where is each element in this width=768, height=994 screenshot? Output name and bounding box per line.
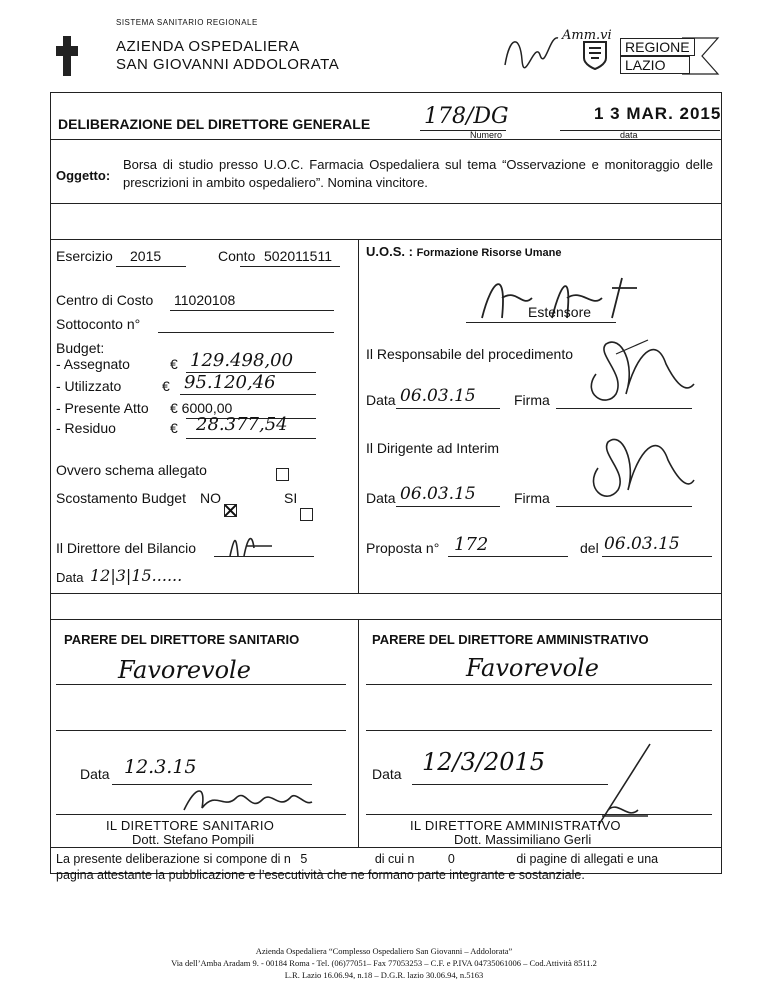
amm-opinion-line2 — [366, 730, 712, 731]
amm-signature-line — [366, 814, 712, 815]
residuo-value: 28.377,54 — [196, 414, 288, 435]
region-arrow-icon — [680, 36, 720, 76]
scostamento-label: Scostamento Budget — [56, 490, 186, 506]
residuo-underline — [186, 438, 316, 439]
deliberation-number: 178/DG — [424, 104, 509, 129]
parere-sanitario-title: PARERE DEL DIRETTORE SANITARIO — [64, 632, 300, 647]
amm-opinion-line1 — [366, 684, 712, 685]
hospital-cross-logo — [56, 36, 78, 76]
composition-attachments: 0 — [447, 852, 455, 866]
utilizzato-euro: € — [162, 378, 170, 394]
sanitario-name: Dott. Stefano Pompili — [132, 832, 255, 847]
budget-label: Budget: — [56, 340, 105, 356]
date-label: data — [620, 130, 638, 140]
resp-firma-label: Firma — [514, 392, 550, 408]
composition-text2: di cui n — [374, 852, 415, 866]
stamp-signature — [500, 30, 560, 70]
responsabile-label: Il Responsabile del procedimento — [366, 346, 574, 362]
uos-row — [366, 244, 561, 259]
si-checkbox[interactable] — [300, 508, 313, 521]
protocol-stamp: Amm.vi — [562, 28, 612, 43]
proposta-line — [448, 556, 568, 557]
proposta-value: 172 — [454, 534, 489, 555]
amministrativo-opinion: Favorevole — [466, 654, 599, 682]
residuo-label: - Residuo — [56, 420, 116, 436]
san-data-value: 12.3.15 — [124, 756, 197, 778]
utilizzato-value: 95.120,46 — [184, 372, 276, 393]
oggetto-label: Oggetto: — [56, 168, 111, 183]
dir-data-line — [396, 506, 500, 507]
bilancio-data-label: Data — [56, 570, 84, 585]
dir-data-value: 06.03.15 — [400, 484, 476, 504]
utilizzato-underline — [180, 394, 316, 395]
no-checkbox[interactable] — [224, 504, 237, 517]
conto-label: Conto — [218, 248, 256, 264]
amm-data-label: Data — [372, 766, 402, 782]
uos-value: Formazione Risorse Umane — [416, 247, 562, 259]
dir-data-label: Data — [366, 490, 396, 506]
estensore-line — [466, 322, 616, 323]
region-emblem-icon — [582, 40, 608, 70]
composition-pages: 5 — [300, 852, 308, 866]
dir-firma-label: Firma — [514, 490, 550, 506]
conto-value: 502011511 — [264, 248, 332, 264]
centro-costo-label: Centro di Costo — [56, 292, 154, 308]
esercizio-underline — [116, 266, 186, 267]
centro-underline — [170, 310, 334, 311]
composition-line1 — [56, 852, 724, 866]
assegnato-label: - Assegnato — [56, 356, 130, 372]
proposta-date-line — [602, 556, 712, 557]
presente-label: - Presente Atto — [56, 400, 149, 416]
proposta-del-label: del — [580, 540, 599, 556]
presente-value: € 6000,00 — [170, 400, 233, 416]
amm-data-line — [412, 784, 608, 785]
san-signature-line — [56, 814, 346, 815]
sanitario-opinion: Favorevole — [118, 656, 251, 684]
proposta-date: 06.03.15 — [604, 534, 680, 554]
resp-data-label: Data — [366, 392, 396, 408]
sottoconto-label: Sottoconto n° — [56, 316, 141, 332]
oggetto-text: Borsa di studio presso U.O.C. Farmacia Ospedaliera sul tema “Osservazione e monitoraggio delle prescrizioni in ambito ospedaliero”. Nomina vincitore. — [123, 157, 713, 190]
assegnato-value: 129.498,00 — [190, 350, 294, 371]
no-label: NO — [200, 490, 221, 506]
assegnato-euro: € — [170, 356, 178, 372]
uos-label: U.O.S. : — [366, 244, 413, 259]
sanitario-opinion-line1 — [56, 684, 346, 685]
esercizio-value: 2015 — [130, 248, 162, 264]
si-label: SI — [284, 490, 298, 506]
sanitario-role: IL DIRETTORE SANITARIO — [106, 818, 275, 833]
resp-data-line — [396, 408, 500, 409]
proposta-label: Proposta n° — [366, 540, 440, 556]
date-underline — [560, 130, 720, 131]
esercizio-label: Esercizio — [56, 248, 113, 264]
amministrativo-name: Dott. Massimiliano Gerli — [454, 832, 592, 847]
deliberation-title: DELIBERAZIONE DEL DIRETTORE GENERALE — [58, 116, 371, 132]
utilizzato-label: - Utilizzato — [56, 378, 122, 394]
org-name-line1: AZIENDA OSPEDALIERA — [116, 38, 300, 55]
bilancio-data-value: 12|3|15...... — [90, 566, 183, 585]
composition-text3: di pagine di allegati e una — [516, 852, 659, 866]
deliberation-date: 1 3 MAR. 2015 — [594, 104, 722, 123]
composition-line2: pagina attestante la pubblicazione e l’esecutività che ne formano parte integrante e sostanziale. — [56, 868, 585, 882]
bilancio-signature — [226, 528, 276, 558]
number-label: Numero — [470, 130, 503, 140]
checkmark-x-icon — [225, 505, 236, 516]
amm-data-value: 12/3/2015 — [422, 748, 546, 776]
footer-line1: Azienda Ospedaliera “Complesso Ospedaliero San Giovanni – Addolorata” — [255, 946, 513, 956]
sottoconto-underline — [158, 332, 334, 333]
dirigente-label: Il Dirigente ad Interim — [366, 440, 500, 456]
region-label-2: LAZIO — [620, 56, 690, 74]
parere-amministrativo-title: PARERE DEL DIRETTORE AMMINISTRATIVO — [372, 632, 649, 647]
amministrativo-signature — [588, 740, 658, 830]
composition-text1: La presente deliberazione si compone di n — [56, 852, 291, 866]
ovvero-label: Ovvero schema allegato — [56, 462, 207, 478]
sanitario-opinion-line2 — [56, 730, 346, 731]
footer-line3: L.R. Lazio 16.06.94, n.18 – D.G.R. lazio 30.06.94, n.5163 — [284, 970, 484, 980]
org-name-line2: SAN GIOVANNI ADDOLORATA — [116, 56, 340, 73]
ovvero-checkbox[interactable] — [276, 468, 289, 481]
estensore-label: Estensore — [528, 304, 592, 320]
resp-data-value: 06.03.15 — [400, 386, 476, 406]
san-data-label: Data — [80, 766, 110, 782]
system-label: SISTEMA SANITARIO REGIONALE — [116, 18, 258, 27]
responsabile-signature — [576, 334, 696, 412]
conto-underline — [240, 266, 340, 267]
centro-costo-value: 11020108 — [174, 292, 236, 308]
amministrativo-role: IL DIRETTORE AMMINISTRATIVO — [410, 818, 621, 833]
residuo-euro: € — [170, 420, 178, 436]
direttore-bilancio-label: Il Direttore del Bilancio — [56, 540, 197, 556]
dirigente-signature — [576, 428, 696, 508]
region-label-1: REGIONE — [620, 38, 695, 56]
footer-line2: Via dell’Amba Aradam 9. - 00184 Roma - Tel. (06)77051– Fax 77053253 – C.F. e P.IVA 04735061006 – Cod.Attività 8511.2 — [171, 958, 597, 968]
